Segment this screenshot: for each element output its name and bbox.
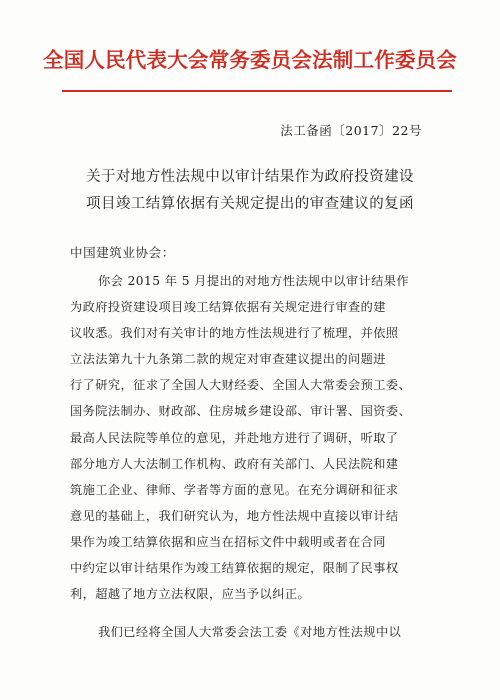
body-line: 中约定以审计结果作为竣工结算依据的规定，限制了民事权 — [70, 561, 399, 576]
body-line: 议收悉。我们对有关审计的地方性法规进行了梳理，并依照 — [70, 326, 399, 341]
title-line: 项目竣工结算依据有关规定提出的审查建议的复函 — [86, 196, 414, 212]
body-line: 最高人民法院等单位的意见，并赴地方进行了调研，听取了 — [70, 430, 399, 445]
letterhead-org: 全国人民代表大会常务委员会法制工作委员会 — [43, 48, 457, 72]
body-line: 我们已经将全国人大常委会法工委《对地方性法规中以 — [98, 625, 402, 640]
letterhead-rule — [62, 90, 452, 92]
body-line: 果作为竣工结算依据和应当在招标文件中载明或者在合同 — [70, 534, 386, 549]
body-line: 立法法第九十九条第二款的规定对审查建议提出的问题进 — [70, 352, 386, 367]
title-line: 关于对地方性法规中以审计结果作为政府投资建设 — [86, 169, 414, 185]
body-line: 国务院法制办、财政部、住房城乡建设部、审计署、国资委、 — [70, 404, 412, 419]
body-line: 利，超越了地方立法权限，应当予以纠正。 — [70, 587, 311, 602]
document-number: 法工备函〔2017〕22号 — [280, 123, 422, 138]
document-body — [70, 268, 450, 645]
body-line: 筑施工企业、律师、学者等方面的意见。在充分调研和征求 — [70, 482, 399, 497]
body-line: 行了研究，征求了全国人大财经委、全国人大常委会预工委、 — [70, 378, 412, 393]
body-line: 部分地方人大法制工作机构、政府有关部门、人民法院和建 — [70, 456, 399, 471]
body-line: 意见的基础上，我们研究认为，地方性法规中直接以审计结 — [70, 508, 399, 523]
addressee: 中国建筑业协会： — [70, 245, 175, 260]
body-line: 为政府投资建设项目竣工结算依据有关规定进行审查的建 — [70, 300, 386, 315]
document-title — [0, 164, 500, 218]
body-line: 你会 2015 年 5 月提出的对地方性法规中以审计结果作 — [98, 274, 410, 288]
